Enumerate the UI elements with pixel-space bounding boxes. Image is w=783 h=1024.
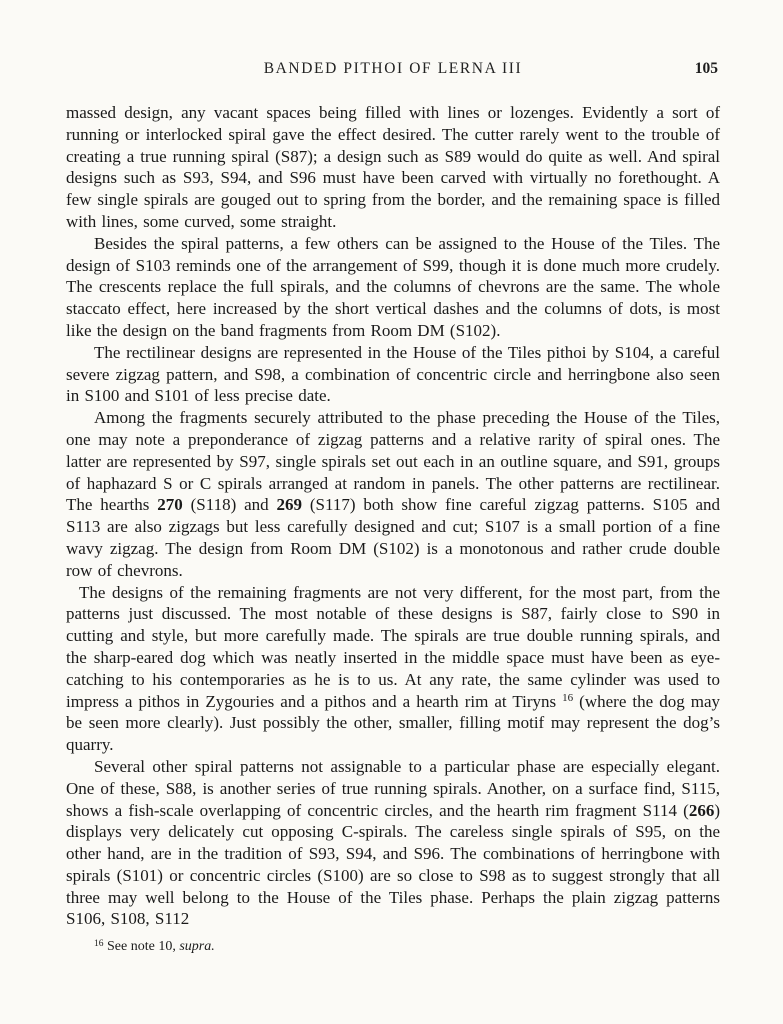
page-header bbox=[66, 60, 720, 84]
text-run: See note 10, bbox=[103, 939, 180, 955]
text-run: (where the dog may be seen more clearly). Just possibly the other, smaller, filling motif may represent the dog’s quarry. bbox=[66, 691, 721, 755]
text-run: Among the fragments securely attributed to the phase preceding the House of the Tiles, one may note a preponderance of zigzag patterns and a relative rarity of spiral ones. The latter are represented by S97, single spirals set out each in an outline square, and S91, groups of haphazard S or C spirals arranged at random in panels. The other patterns are rectilinear. The hearths bbox=[66, 408, 720, 515]
text-run: Several other spiral patterns not assignable to a particular phase are especially elegant. One of these, S88, is another series of true running spirals. Another, on a surface find, S115, shows a fish-scale overlapping of concentric circles, and the hearth rim fragment S114 ( bbox=[66, 756, 720, 820]
paragraph bbox=[66, 756, 720, 930]
text-run: 16 bbox=[94, 939, 104, 950]
text-run: massed design, any vacant spaces being filled with lines or lozenges. Evidently a sort of running or interlocked spiral gave the effect desired. The cutter rarely went to the trouble of creating a true running spiral (S87); a design such as S89 would do quite as well. And spiral designs such as S93, S94, and S96 must have been carved with virtually no forethought. A few single spirals are gouged out to spring from the border, and the remaining space is filled with lines, some curved, some straight. bbox=[66, 103, 720, 231]
running-head: BANDED PITHOI OF LERNA III bbox=[263, 60, 523, 77]
text-run: 269 bbox=[276, 495, 302, 515]
text-run: 270 bbox=[157, 495, 183, 515]
text-run: 266 bbox=[688, 800, 715, 820]
text-run: supra. bbox=[179, 939, 215, 955]
text-run: 16 bbox=[562, 691, 574, 704]
text-run: (S117) both show fine careful zigzag patterns. S105 and S113 are also zigzags but less carefully designed and cut; S107 is a small portion of a fine wavy zigzag. The design from Room DM (S102) is a monotonous and rather crude double row of chevrons. bbox=[66, 495, 720, 580]
paragraph bbox=[66, 102, 720, 233]
page-number: 105 bbox=[694, 60, 718, 77]
text-run: ) displays very delicately cut opposing C-spirals. The careless single spirals of S95, on the other hand, are in the tradition of S93, S94, and S96. The combinations of herringbone with spirals (S101) or concentric circles (S100) are so close to S98 as to suggest strongly that all three may well belong to the House of the Tiles phase. Perhaps the plain zigzag patterns S106, S108, S112 bbox=[66, 800, 720, 929]
text-run: The designs of the remaining fragments are not very different, for the most part, from the patterns just discussed. The most notable of these designs is S87, fairly close to S90 in cutting and style, but more carefully made. The spirals are true double running spirals, and the sharp-eared dog which was neatly inserted in the middle space must have been as eye-catching to his contemporaries as he is to us. At any rate, the same cylinder was used to impress a pithos in Zygouries and a pithos and a hearth rim at Tiryns bbox=[66, 582, 720, 711]
text-run: Besides the spiral patterns, a few others can be assigned to the House of the Tiles. The design of S103 reminds one of the arrangement of S99, though it is done much more crudely. The crescents replace the full spirals, and the columns of chevrons are the same. The whole staccato effect, here increased by the short vertical dashes and the columns of dots, is most like the design on the band fragments from Room DM (S102). bbox=[66, 233, 720, 340]
paragraph bbox=[66, 342, 720, 407]
paragraph bbox=[66, 233, 720, 342]
text-run: The rectilinear designs are represented in the House of the Tiles pithoi by S104, a careful severe zigzag pattern, and S98, a combination of concentric circle and herringbone also seen in S100 and S101 of less precise date. bbox=[66, 342, 720, 406]
body-text bbox=[66, 102, 720, 930]
paragraph bbox=[66, 582, 720, 756]
text-run: (S118) and bbox=[182, 495, 277, 515]
footnote bbox=[66, 938, 720, 956]
paragraph bbox=[66, 407, 720, 581]
